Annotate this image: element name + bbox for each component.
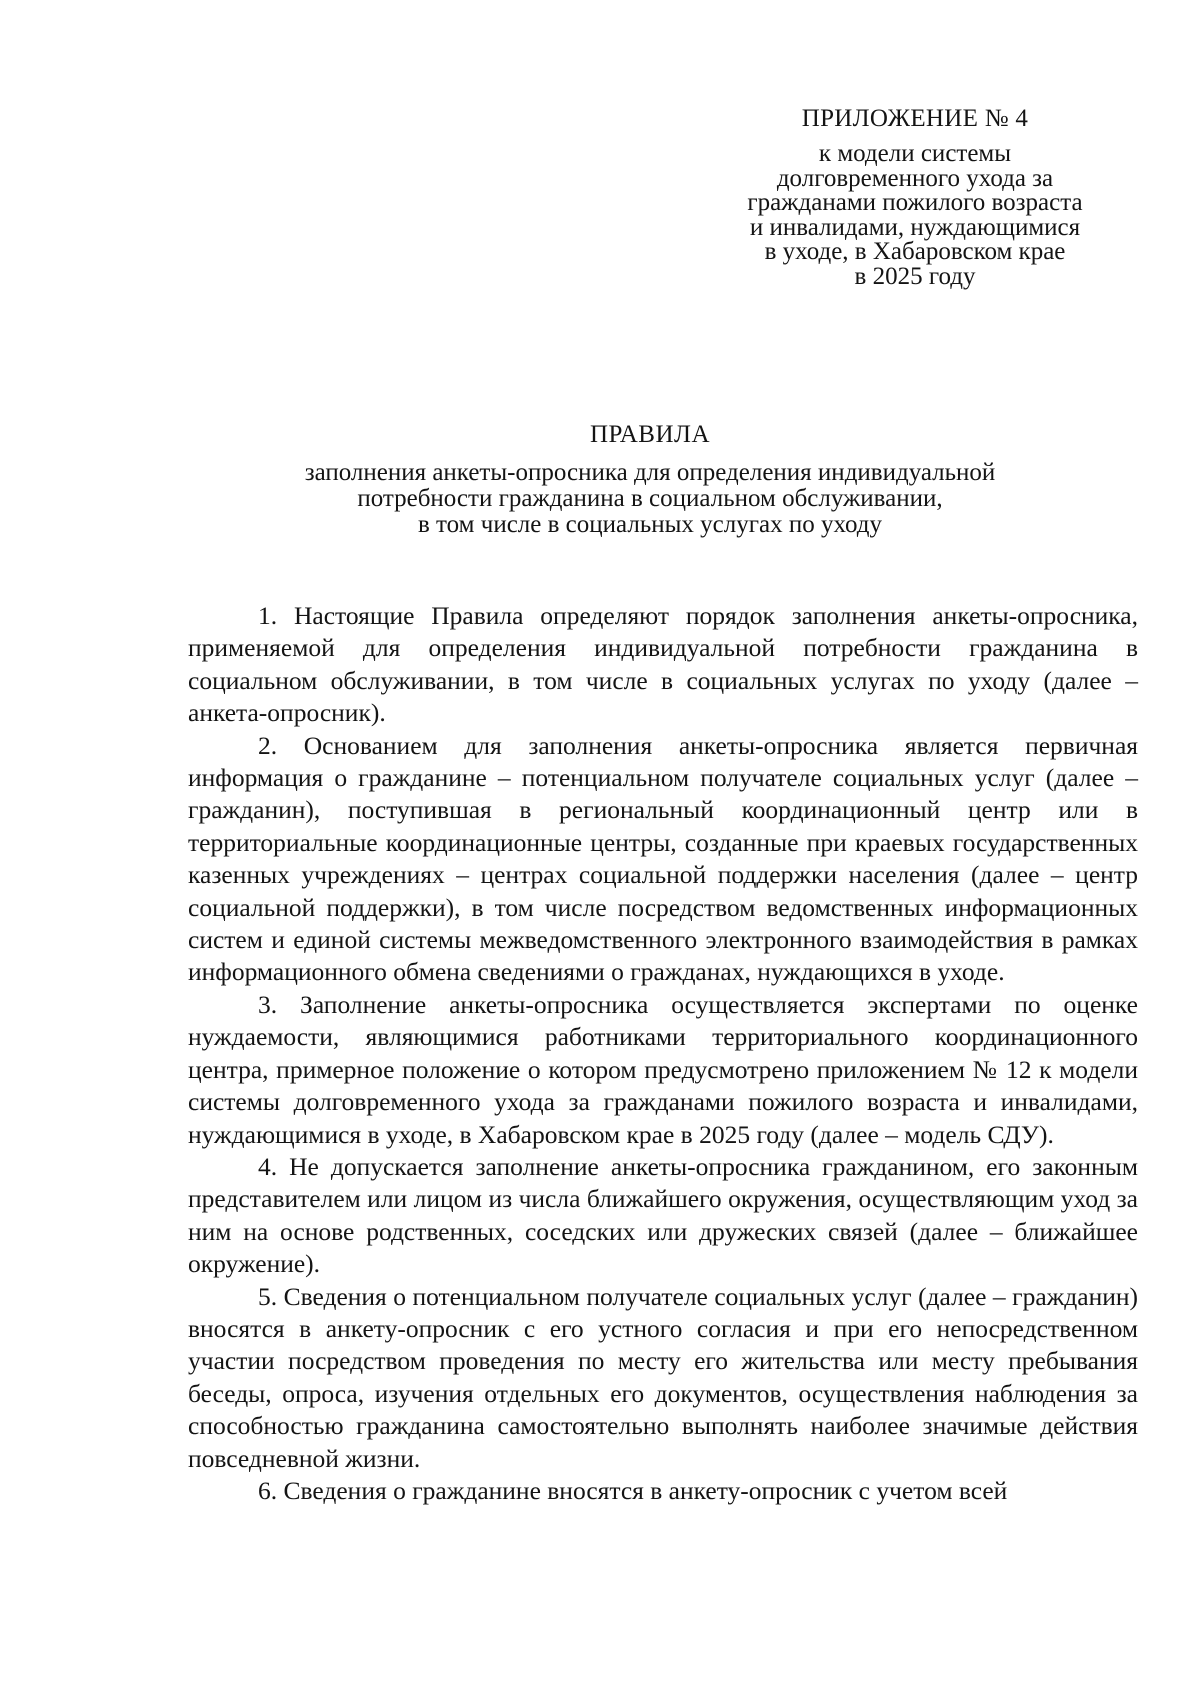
document-subtitle-line: заполнения анкеты-опросника для определения индивидуальной (304, 459, 996, 486)
appendix-line: к модели системы (818, 140, 1012, 167)
document-body (188, 600, 1138, 1507)
paragraph-6: 6. Сведения о гражданине вносятся в анкету-опросник с учетом всей (258, 1475, 1008, 1505)
appendix-line: долговременного ухода за (776, 164, 1054, 192)
paragraph-5: 5. Сведения о потенциальном получателе социальных услуг (далее – гражданин) вносятся в анкету-опросник с его устного согласия и при его непосредственном участии посредством проведения по месту его жительства или месту пребывания беседы, опроса, изучения отдельных его документов, осуществления наблюдения за способностью гражданина самостоятельно выполнять наиболее значимые действия повседневной жизни. (188, 1281, 1138, 1473)
document-title-block (160, 420, 1140, 538)
appendix-line: в уходе, в Хабаровском крае (764, 238, 1066, 266)
appendix-line: и инвалидами, нуждающимися (749, 213, 1081, 241)
appendix-line: гражданами пожилого возраста (747, 189, 1083, 217)
appendix-title: ПРИЛОЖЕНИЕ № 4 (801, 105, 1029, 132)
paragraph-3: 3. Заполнение анкеты-опросника осуществляется экспертами по оценке нуждаемости, являющимися работниками территориального координационного центра, примерное положение о котором предусмотрено приложением № 12 к модели системы долговременного ухода за гражданами пожилого возраста и инвалидами, нуждающимися в уходе, в Хабаровском крае в 2025 году (далее – модель СДУ). (188, 989, 1138, 1149)
document-title: ПРАВИЛА (589, 421, 711, 448)
appendix-line: в 2025 году (854, 262, 976, 290)
paragraph-1: 1. Настоящие Правила определяют порядок заполнения анкеты-опросника, применяемой для определения индивидуальной потребности гражданина в социальном обслуживании, в том числе в социальных услугах по уходу (далее – анкета-опросник). (188, 601, 1138, 728)
document-subtitle-line: в том числе в социальных услугах по уходу (418, 511, 882, 538)
appendix-header (705, 104, 1125, 290)
paragraph-2: 2. Основанием для заполнения анкеты-опросника является первичная информация о гражданине – потенциальном получателе социальных услуг (далее – гражданин), поступившая в региональный координационный центр или в территориальные координационные центры, созданные при краевых государственных казенных учреждениях – центрах социальной поддержки населения (далее – центр социальной поддержки), в том числе посредством ведомственных информационных систем и единой системы межведомственного электронного взаимодействия в рамках информационного обмена сведениями о гражданах, нуждающихся в уходе. (188, 730, 1138, 987)
document-subtitle-line: потребности гражданина в социальном обслуживании, (357, 485, 943, 512)
paragraph-4: 4. Не допускается заполнение анкеты-опросника гражданином, его законным представителем или лицом из числа ближайшего окружения, осуществляющим уход за ним на основе родственных, соседских или дружеских связей (далее – ближайшее окружение). (188, 1151, 1138, 1279)
